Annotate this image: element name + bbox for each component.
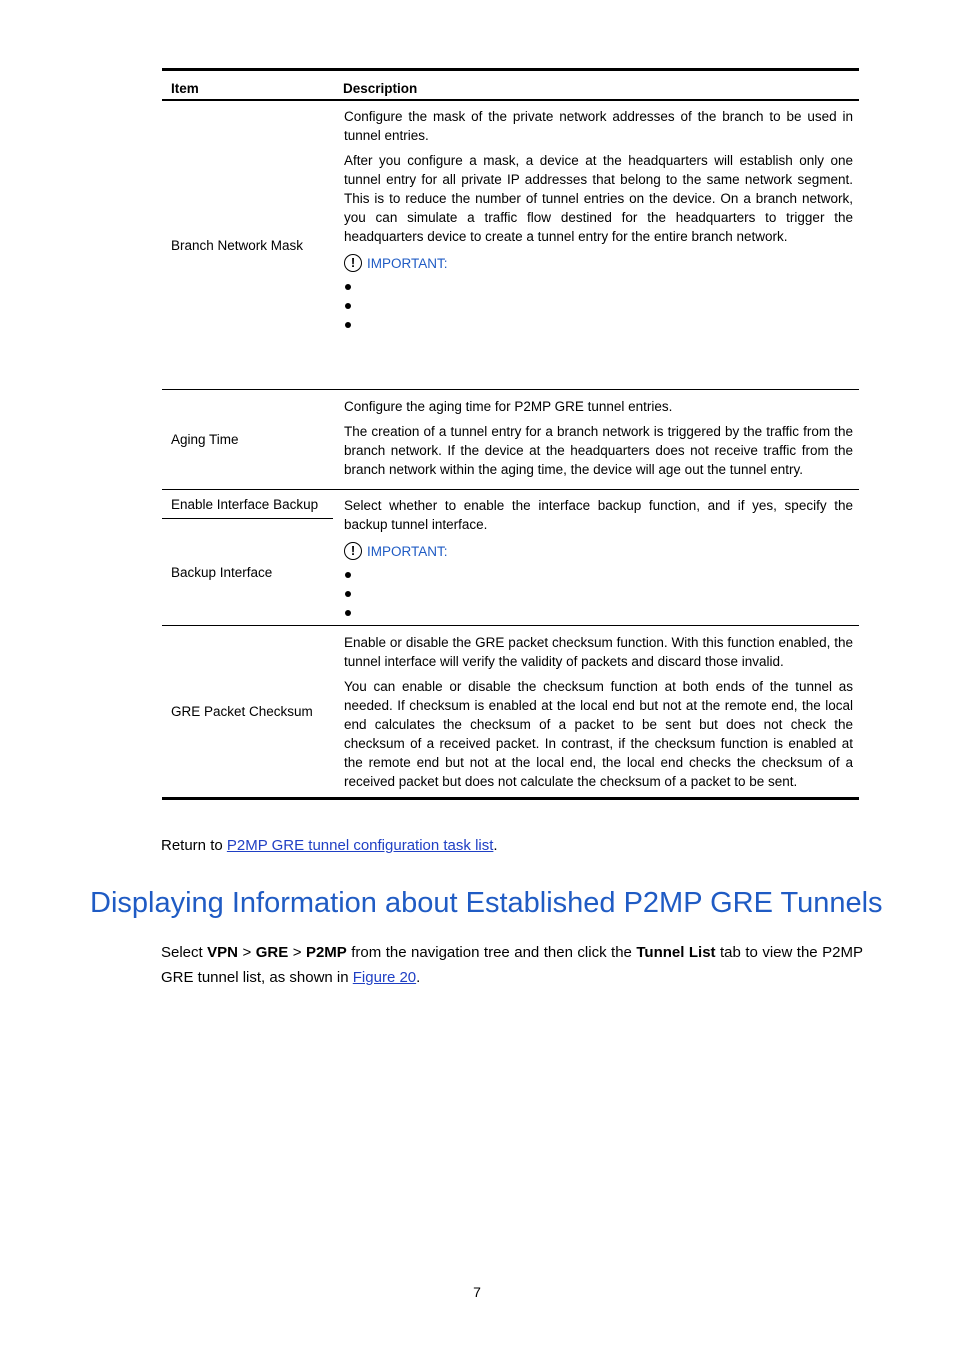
table-row <box>162 390 859 490</box>
important-label: IMPORTANT: <box>367 255 448 271</box>
important-note <box>344 540 853 562</box>
description-paragraph: The creation of a tunnel entry for a branch network is triggered by the traffic from the branch network. If the device at the headquarters does not receive traffic from the branch network within the aging time, the device will age out the tunnel entry. <box>344 424 853 477</box>
description-paragraph: Configure the mask of the private network addresses of the branch to be used in tunnel entries. <box>344 109 853 143</box>
parameter-table <box>162 68 859 800</box>
item-aging-time: Aging Time <box>162 390 333 490</box>
description-paragraph: Configure the aging time for P2MP GRE tunnel entries. <box>344 399 673 414</box>
text-run: > <box>238 944 256 961</box>
list-item <box>344 602 853 621</box>
list-item <box>344 295 853 314</box>
text-run: tab to view the P2MP GRE tunnel list, as shown in <box>161 944 863 986</box>
list-item <box>344 314 853 333</box>
description-cell <box>333 626 859 799</box>
text-run: > <box>288 944 306 961</box>
menu-vpn: VPN <box>207 944 239 961</box>
item-enable-interface-backup: Enable Interface Backup <box>162 490 333 519</box>
page-number: 7 <box>473 1284 481 1300</box>
menu-gre: GRE <box>255 944 289 961</box>
task-list-link[interactable]: P2MP GRE tunnel configuration task list <box>226 837 494 854</box>
table-row <box>162 490 859 519</box>
text-run: Select <box>161 944 208 961</box>
text-run: from the navigation tree and then click the <box>346 944 637 961</box>
figure-link[interactable]: Figure 20 <box>352 969 417 986</box>
bullet-list <box>344 564 853 621</box>
item-gre-packet-checksum: GRE Packet Checksum <box>171 704 313 719</box>
table-row <box>162 100 859 390</box>
item-branch-network-mask: Branch Network Mask <box>162 100 333 390</box>
section-heading: Displaying Information about Established P2MP GRE Tunnels <box>90 887 883 919</box>
description-paragraph: After you configure a mask, a device at the headquarters will establish only one tunnel entry for all private IP addresses that belong to the same network segment. This is to reduce the number of tunnel entries on the device. On a branch network, you can simulate a traffic flow destined for the headquarters to trigger the headquarters device to create a tunnel entry for the entire branch network. <box>344 153 853 244</box>
important-label: IMPORTANT: <box>367 543 448 559</box>
description-cell <box>333 100 859 390</box>
item-backup-interface: Backup Interface <box>162 519 333 626</box>
bullet-list <box>344 276 853 333</box>
table-header-row <box>162 70 859 101</box>
return-link-line <box>161 836 498 856</box>
tab-tunnel-list: Tunnel List <box>636 944 716 961</box>
exclamation-circle-icon: ! <box>344 254 362 272</box>
menu-p2mp: P2MP <box>305 944 347 961</box>
important-note <box>344 252 853 274</box>
description-cell <box>333 490 859 626</box>
description-cell <box>333 390 859 490</box>
list-item <box>344 583 853 602</box>
return-suffix: . <box>493 837 498 854</box>
header-item: Item <box>162 70 333 101</box>
table-row <box>162 626 859 799</box>
return-prefix: Return to <box>161 837 227 854</box>
description-paragraph: Enable or disable the GRE packet checksum function. With this function enabled, the tunnel interface will verify the validity of packets and discard those invalid. <box>344 635 853 669</box>
text-run: . <box>416 969 421 986</box>
header-description: Description <box>333 70 859 101</box>
description-paragraph: Select whether to enable the interface backup function, and if yes, specify the backup tunnel interface. <box>344 498 853 532</box>
description-paragraph: You can enable or disable the checksum function at both ends of the tunnel as needed. If checksum is enabled at the local end but not at the remote end, the local end calculates the checksum of a packet to be sent but does not check the checksum of a received packet. In contrast, if the checksum function is enabled at the remote end but not at the local end, the local end checks the checksum of a received packet but does not calculate the checksum of a packet to be sent. <box>344 679 853 789</box>
list-item <box>344 564 853 583</box>
exclamation-circle-icon: ! <box>344 542 362 560</box>
section-paragraph <box>161 940 863 990</box>
list-item <box>344 276 853 295</box>
